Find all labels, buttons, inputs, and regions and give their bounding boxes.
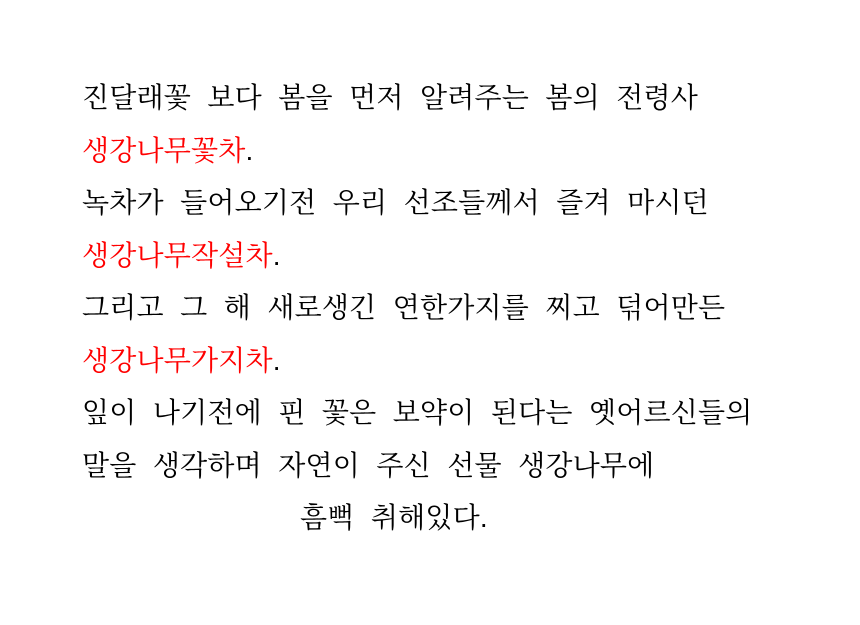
text-line <box>82 177 820 230</box>
text-line <box>82 282 820 335</box>
text-segment: 진달래꽃 보다 봄을 먼저 알려주는 봄의 전령사 <box>82 82 698 113</box>
text-line <box>82 230 820 283</box>
text-line-closing <box>82 492 820 545</box>
text-segment: . <box>272 344 281 376</box>
tea-name-highlight: 생강나무작설차 <box>82 239 273 271</box>
text-segment: 잎이 나기전에 핀 꽃은 보약이 된다는 옛어르신들의 <box>82 397 753 428</box>
text-line <box>82 387 820 440</box>
tea-name-highlight: 생강나무꽃차 <box>82 134 246 166</box>
text-line <box>82 72 820 125</box>
text-line <box>82 335 820 388</box>
text-segment: . <box>272 239 281 271</box>
text-segment: 녹차가 들어오기전 우리 선조들께서 즐겨 마시던 <box>82 187 709 218</box>
text-line <box>82 440 820 493</box>
text-segment: 말을 생각하며 자연이 주신 선물 생강나무에 <box>82 449 655 481</box>
tea-name-highlight: 생강나무가지차 <box>82 344 273 376</box>
text-segment: . <box>245 134 254 166</box>
text-segment: 흠뻑 취해있다. <box>300 502 488 533</box>
text-line <box>82 125 820 178</box>
text-segment: 그리고 그 해 새로생긴 연한가지를 찌고 덖어만든 <box>82 292 726 323</box>
